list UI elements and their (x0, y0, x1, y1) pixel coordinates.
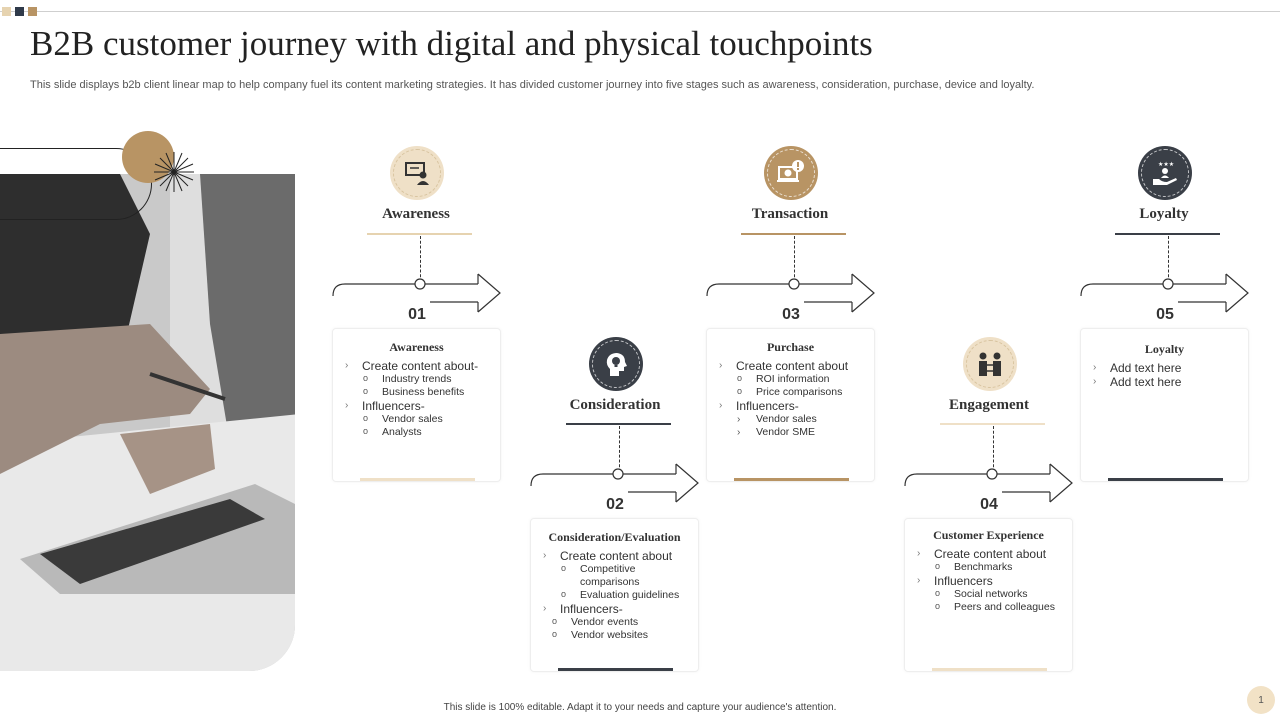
list-item: › Create content about (917, 547, 1064, 561)
list-subitem: o Vendor sales (345, 413, 492, 426)
list-subitem: o Evaluation guidelines (543, 589, 690, 602)
stage-card-loyalty (1080, 328, 1249, 482)
top-divider (0, 11, 1280, 12)
card-title: Loyalty (1144, 342, 1185, 356)
stage-underline (741, 233, 846, 235)
slide-title: B2B customer journey with digital and physical touchpoints (30, 24, 873, 63)
stage-name-engagement: Engagement (949, 397, 1029, 413)
card-accent-bar (360, 478, 475, 481)
list-item: › Influencers- (543, 602, 690, 616)
list-subitem: o Benchmarks (917, 561, 1064, 574)
card-accent-bar (734, 478, 849, 481)
slide-subtitle: This slide displays b2b client linear map to help company fuel its content marketing strategies. It has divided customer journey into five stages such as awareness, consideration, purchase, device and loyalty. (30, 79, 1035, 91)
list-subitem: o Business benefits (345, 386, 492, 399)
stage-number-01: 01 (408, 306, 426, 323)
list-item: › Influencers- (719, 399, 866, 413)
card-title: Consideration/Evaluation (548, 530, 681, 544)
list-subitem: o Industry trends (345, 373, 492, 386)
decorative-burst-icon (150, 148, 198, 196)
stage-number-03: 03 (782, 306, 800, 323)
stage-underline (566, 423, 671, 425)
list-item: › Create content about- (345, 359, 492, 373)
accent-square-dark (15, 7, 24, 16)
list-subitem: o Peers and colleagues (917, 601, 1064, 614)
card-title: Customer Experience (933, 528, 1044, 542)
list-item: › Influencers (917, 574, 1064, 588)
list-subitem: › Vendor sales (719, 413, 866, 426)
card-accent-bar (558, 668, 673, 671)
stage-card-awareness (332, 328, 501, 482)
svg-text:★★★: ★★★ (1158, 161, 1175, 168)
footer-note: This slide is 100% editable. Adapt it to your needs and capture your audience's attention. (443, 702, 837, 713)
stage-underline (1115, 233, 1220, 235)
list-subitem: o Social networks (917, 588, 1064, 601)
stage-underline (367, 233, 472, 235)
accent-square-brown (28, 7, 37, 16)
list-item: › Influencers- (345, 399, 492, 413)
stage-card-purchase (706, 328, 875, 482)
accent-square-tan (2, 7, 11, 16)
card-accent-bar (932, 668, 1047, 671)
stage-number-05: 05 (1156, 306, 1174, 323)
stage-number-04: 04 (980, 496, 998, 513)
list-item: › Add text here (1093, 375, 1240, 389)
stage-card-consideration (530, 518, 699, 672)
stage-name-awareness: Awareness (382, 206, 450, 222)
card-accent-bar (1108, 478, 1223, 481)
list-subitem: › Vendor SME (719, 426, 866, 439)
presentation-screen-icon (390, 146, 444, 200)
list-subitem: o Price comparisons (719, 386, 866, 399)
stage-name-consideration: Consideration (569, 397, 661, 413)
list-subitem: o Analysts (345, 426, 492, 439)
list-item: › Create content about (719, 359, 866, 373)
list-subitem: o Vendor events (543, 616, 690, 629)
stage-name-loyalty: Loyalty (1139, 206, 1189, 222)
stage-number-02: 02 (606, 496, 624, 513)
card-title: Awareness (389, 340, 444, 354)
stage-name-transaction: Transaction (751, 206, 829, 222)
idea-head-icon (589, 337, 643, 391)
list-item: › Create content about (543, 549, 690, 563)
hand-customer-stars-icon (1138, 146, 1192, 200)
list-subitem: o ROI information (719, 373, 866, 386)
page-number-badge: 1 (1247, 686, 1275, 714)
stage-underline (940, 423, 1045, 425)
stage-card-customer-experience (904, 518, 1073, 672)
laptop-payment-alert-icon (764, 146, 818, 200)
business-laptop-photo (0, 174, 295, 671)
list-subitem: o Competitive comparisons (543, 563, 690, 589)
list-subitem: o Vendor websites (543, 629, 690, 642)
list-item: › Add text here (1093, 361, 1240, 375)
business-meeting-icon (963, 337, 1017, 391)
card-title: Purchase (766, 340, 815, 354)
